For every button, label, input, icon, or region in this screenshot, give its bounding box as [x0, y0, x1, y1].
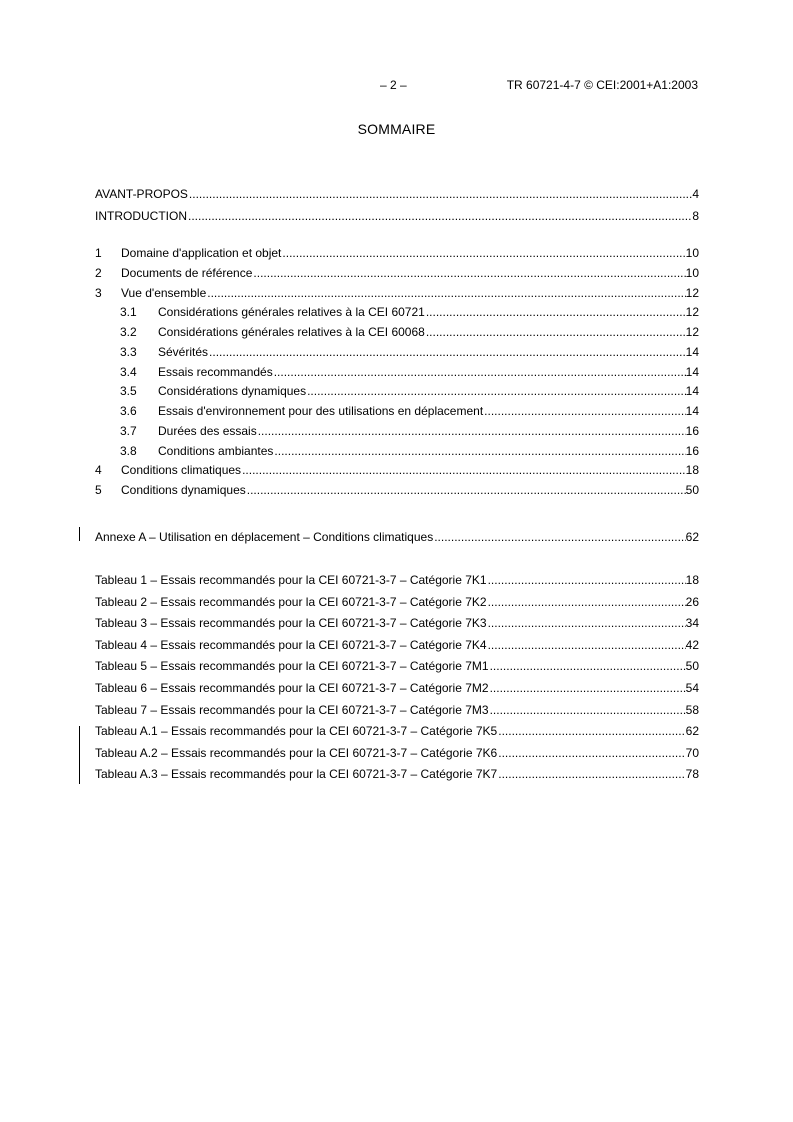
toc-entry-number: 5: [95, 483, 102, 497]
toc-entry-label: Considérations générales relatives à la CEI 60068: [158, 325, 425, 339]
toc-entry-label: Tableau 1 – Essais recommandés pour la CEI 60721-3-7 – Catégorie 7K1: [95, 573, 487, 587]
toc-entry-number: 3: [95, 285, 102, 300]
toc-entry-label: Tableau 7 – Essais recommandés pour la CEI 60721-3-7 – Catégorie 7M3: [95, 702, 489, 717]
toc-entry-label: Essais d'environnement pour des utilisations en déplacement: [158, 404, 484, 418]
toc-entry-number: 3.6: [120, 404, 137, 418]
toc-entry[interactable]: [95, 208, 699, 224]
toc-entry-label: Annexe A – Utilisation en déplacement – Conditions climatiques: [95, 530, 434, 544]
toc-entry-number: 3.7: [120, 423, 137, 438]
toc-entry-label: Tableau 6 – Essais recommandés pour la CEI 60721-3-7 – Catégorie 7M2: [95, 681, 489, 695]
toc-dot-leader: [425, 324, 686, 340]
toc-dot-leader: [487, 572, 686, 588]
toc-entry-page: 26: [685, 594, 699, 609]
page-title: SOMMAIRE: [357, 121, 436, 137]
toc-entry-page: 14: [685, 384, 699, 399]
toc-dot-leader: [187, 208, 692, 224]
toc-dot-leader: [188, 186, 692, 202]
toc-entry[interactable]: [95, 403, 699, 419]
toc-entry-number: 3.3: [120, 344, 137, 359]
toc-dot-leader: [241, 462, 686, 478]
toc-dot-leader: [497, 766, 685, 782]
toc-entry-page: 54: [685, 681, 699, 695]
toc-entry-page: 10: [685, 265, 699, 280]
toc-dot-leader: [489, 702, 686, 718]
toc-entry[interactable]: [95, 680, 699, 696]
change-bar-tables-annex: [79, 726, 80, 784]
toc-entry-label: Tableau 4 – Essais recommandés pour la CEI 60721-3-7 – Catégorie 7K4: [95, 637, 487, 652]
toc-entry-label: Tableau 3 – Essais recommandés pour la CEI 60721-3-7 – Catégorie 7K3: [95, 616, 487, 631]
toc-entry-page: 14: [685, 364, 699, 379]
toc-entry-number: 2: [95, 265, 102, 280]
toc-entry-label: Tableau 5 – Essais recommandés pour la CEI 60721-3-7 – Catégorie 7M1: [95, 659, 489, 674]
toc-entry-label: Durées des essais: [158, 423, 257, 438]
toc-dot-leader: [487, 594, 686, 610]
toc-entry[interactable]: [95, 766, 699, 782]
toc-entry[interactable]: [95, 572, 699, 588]
toc-entry[interactable]: [95, 245, 699, 261]
toc-entry-page: 14: [685, 344, 699, 359]
toc-entry-label: Vue d'ensemble: [121, 285, 207, 300]
toc-entry[interactable]: [95, 186, 699, 202]
toc-entry[interactable]: [95, 443, 699, 459]
toc-entry[interactable]: [95, 482, 699, 498]
toc-dot-leader: [425, 304, 686, 320]
toc-entry-label: INTRODUCTION: [95, 208, 187, 223]
toc-entry-label: Conditions dynamiques: [121, 483, 246, 497]
toc-entry-label: Domaine d'application et objet: [121, 246, 282, 260]
document-reference: TR 60721-4-7 © CEI:2001+A1:2003: [506, 78, 698, 92]
toc-entry-page: 12: [685, 285, 699, 300]
toc-entry[interactable]: [95, 265, 699, 281]
toc-entry-label: Conditions climatiques: [121, 463, 242, 478]
toc-entry-number: 3.5: [120, 384, 137, 399]
toc-entry-label: Tableau A.2 – Essais recommandés pour la CEI 60721-3-7 – Catégorie 7K6: [95, 745, 498, 760]
toc-entry[interactable]: [95, 702, 699, 718]
toc-entry-number: 3.4: [120, 364, 137, 379]
toc-dot-leader: [489, 680, 686, 696]
toc-entry[interactable]: [95, 304, 699, 320]
toc-entry[interactable]: [95, 285, 699, 301]
toc-entry-label: Considérations générales relatives à la CEI 60721: [158, 305, 425, 320]
toc-entry-number: 4: [95, 463, 102, 478]
toc-dot-leader: [246, 482, 686, 498]
toc-entry-label: Tableau A.1 – Essais recommandés pour la CEI 60721-3-7 – Catégorie 7K5: [95, 724, 498, 739]
toc-entry[interactable]: [95, 615, 699, 631]
toc-dot-leader: [306, 383, 686, 399]
toc-dot-leader: [433, 529, 685, 545]
toc-entry-page: 18: [685, 463, 699, 478]
toc-dot-leader: [208, 344, 686, 360]
toc-entry-label: Documents de référence: [121, 265, 253, 280]
toc-entry[interactable]: [95, 594, 699, 610]
toc-entry[interactable]: [95, 637, 699, 653]
toc-entry-page: 16: [685, 423, 699, 438]
toc-entry-page: 34: [685, 616, 699, 631]
toc-entry-label: Essais recommandés: [158, 364, 273, 379]
toc-dot-leader: [281, 245, 685, 261]
toc-entry[interactable]: [95, 383, 699, 399]
toc-dot-leader: [257, 423, 686, 439]
toc-entry-number: 3.8: [120, 443, 137, 458]
toc-entry-page: 8: [692, 208, 699, 223]
toc-entry[interactable]: [95, 324, 699, 340]
toc-entry-number: 3.2: [120, 325, 137, 339]
toc-entry-label: Conditions ambiantes: [158, 443, 274, 458]
toc-entry[interactable]: [95, 745, 699, 761]
toc-entry-page: 18: [685, 573, 699, 587]
toc-entry-page: 62: [685, 530, 699, 544]
toc-entry[interactable]: [95, 723, 699, 739]
toc-entry-label: Sévérités: [158, 344, 209, 359]
toc-entry-page: 4: [692, 187, 699, 201]
toc-entry-page: 78: [685, 767, 699, 782]
toc-dot-leader: [497, 723, 685, 739]
toc-entry-page: 62: [685, 724, 699, 739]
toc-entry-page: 14: [685, 404, 699, 418]
toc-entry-label: Tableau 2 – Essais recommandés pour la CEI 60721-3-7 – Catégorie 7K2: [95, 594, 487, 609]
toc-entry-number: 1: [95, 246, 102, 260]
toc-entry[interactable]: [95, 364, 699, 380]
toc-entry[interactable]: [95, 344, 699, 360]
toc-dot-leader: [206, 285, 685, 301]
change-bar-annex: [79, 527, 80, 541]
toc-dot-leader: [489, 658, 686, 674]
toc-entry-page: 42: [685, 637, 699, 652]
toc-entry-page: 10: [685, 246, 699, 260]
toc-entry-page: 12: [685, 305, 699, 320]
toc-entry-page: 58: [685, 702, 699, 717]
toc-dot-leader: [483, 403, 685, 419]
toc-entry-page: 70: [685, 745, 699, 760]
toc-entry-page: 50: [685, 659, 699, 674]
toc-entry-page: 12: [685, 325, 699, 339]
page-header: [0, 78, 793, 94]
toc-entry-label: Tableau A.3 – Essais recommandés pour la CEI 60721-3-7 – Catégorie 7K7: [95, 767, 498, 782]
toc-dot-leader: [497, 745, 685, 761]
toc-entry-number: 3.1: [120, 305, 137, 320]
page-number: – 2 –: [380, 78, 407, 92]
toc-entry[interactable]: [95, 529, 699, 545]
toc-dot-leader: [273, 443, 685, 459]
toc-dot-leader: [487, 637, 686, 653]
toc-entry[interactable]: [95, 423, 699, 439]
toc-entry-page: 50: [685, 483, 699, 497]
toc-entry-label: Considérations dynamiques: [158, 384, 307, 399]
toc-entry[interactable]: [95, 658, 699, 674]
toc-dot-leader: [273, 364, 686, 380]
toc-dot-leader: [487, 615, 686, 631]
toc-entry-page: 16: [685, 443, 699, 458]
toc-entry[interactable]: [95, 462, 699, 478]
toc-entry-label: AVANT-PROPOS: [95, 187, 188, 201]
toc-dot-leader: [252, 265, 685, 281]
